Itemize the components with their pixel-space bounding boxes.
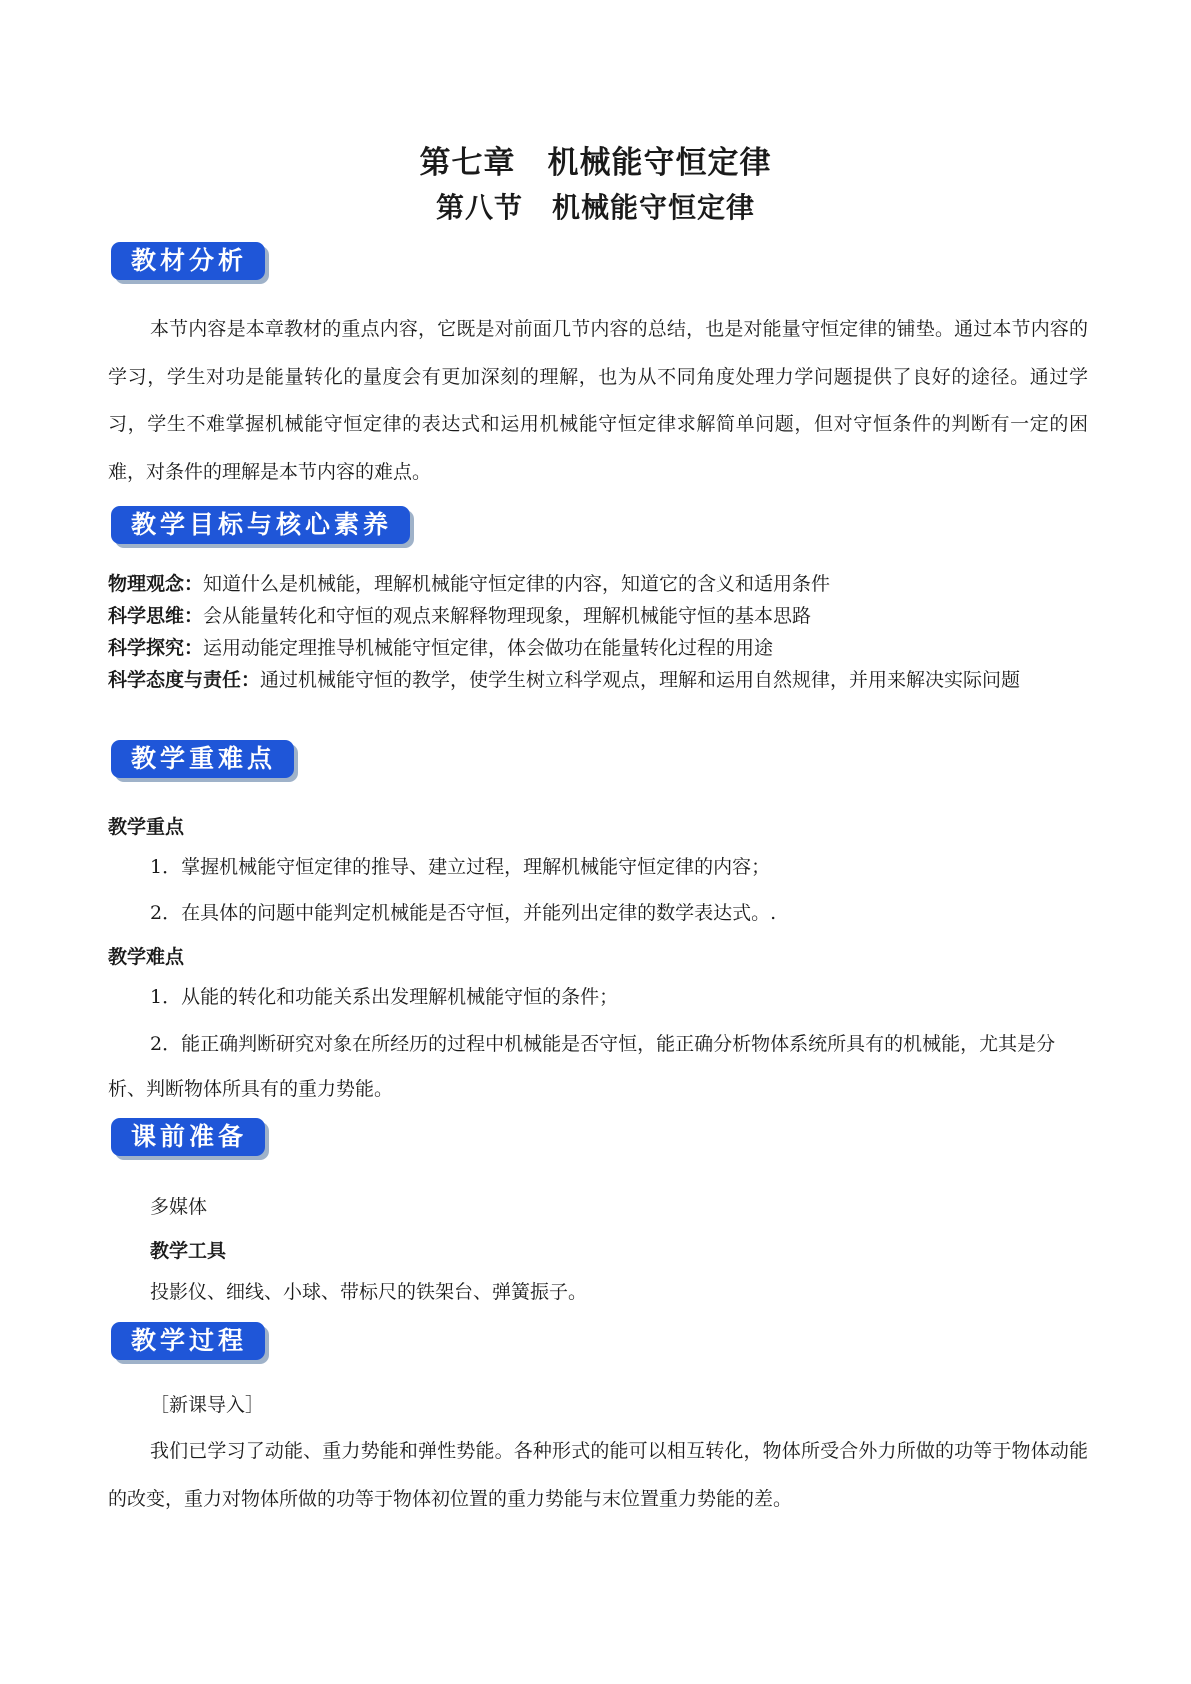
- focus-item: 2．在具体的问题中能判定机械能是否守恒，并能列出定律的数学表达式。.: [150, 902, 777, 924]
- goal-label: 科学态度与责任：: [108, 669, 261, 691]
- goal-text: 会从能量转化和守恒的观点来解释物理现象，理解机械能守恒的基本思路: [203, 605, 812, 627]
- chapter-title: 第七章 机械能守恒定律: [419, 145, 772, 181]
- analysis-paragraph: 本节内容是本章教材的重点内容，它既是对前面几节内容的总结，也是对能量守恒定律的铺垫。通过本节内容的学习，学生对功是能量转化的量度会有更加深刻的理解，也为从不同角度处理力学问题提供了良好的途径。通过学习，学生不难掌握机械能守恒定律的表达式和运用机械能守恒定律求解简单问题，但对守恒条件的判断有一定的困难，对条件的理解是本节内容的难点。: [108, 318, 1088, 483]
- focus-heading: 教学重点: [108, 816, 185, 838]
- goals-badge: 教学目标与核心素养: [111, 506, 410, 544]
- intro-paragraph: 我们已学习了动能、重力势能和弹性势能。各种形式的能可以相互转化，物体所受合外力所做的功等于物体动能的改变，重力对物体所做的功等于物体初位置的重力势能与末位置重力势能的差。: [108, 1440, 1088, 1510]
- difficulty-heading: 教学难点: [108, 946, 185, 968]
- difficulty-item: 2．能正确判断研究对象在所经历的过程中机械能是否守恒，能正确分析物体系统所具有的机械能，尤其是分析、判断物体所具有的重力势能。: [108, 1033, 1056, 1100]
- goal-text: 通过机械能守恒的教学，使学生树立科学观点，理解和运用自然规律，并用来解决实际问题: [260, 669, 1021, 691]
- focus-item: 1．掌握机械能守恒定律的推导、建立过程，理解机械能守恒定律的内容；: [150, 856, 771, 878]
- goal-item: [108, 664, 1098, 696]
- tools-text: 投影仪、细线、小球、带标尺的铁架台、弹簧振子。: [150, 1281, 588, 1303]
- key-points-badge: 教学重难点: [111, 740, 294, 778]
- difficulty-item: 1．从能的转化和功能关系出发理解机械能守恒的条件；: [150, 986, 619, 1008]
- goal-text: 运用动能定理推导机械能守恒定律，体会做功在能量转化过程的用途: [203, 637, 774, 659]
- goal-label: 科学思维：: [108, 605, 204, 627]
- process-badge: 教学过程: [111, 1322, 265, 1360]
- tools-heading: 教学工具: [150, 1240, 227, 1262]
- intro-label: ［新课导入］: [150, 1394, 265, 1416]
- goal-text: 知道什么是机械能，理解机械能守恒定律的内容，知道它的含义和适用条件: [203, 573, 831, 595]
- goal-label: 科学探究：: [108, 637, 204, 659]
- goal-item: [108, 568, 1098, 600]
- section-title: 第八节 机械能守恒定律: [435, 191, 755, 224]
- goal-item: [108, 632, 1098, 664]
- goal-item: [108, 600, 1098, 632]
- preparation-badge: 课前准备: [111, 1118, 265, 1156]
- goal-label: 物理观念：: [108, 573, 204, 595]
- analysis-badge: 教材分析: [111, 242, 265, 280]
- media-text: 多媒体: [150, 1196, 208, 1218]
